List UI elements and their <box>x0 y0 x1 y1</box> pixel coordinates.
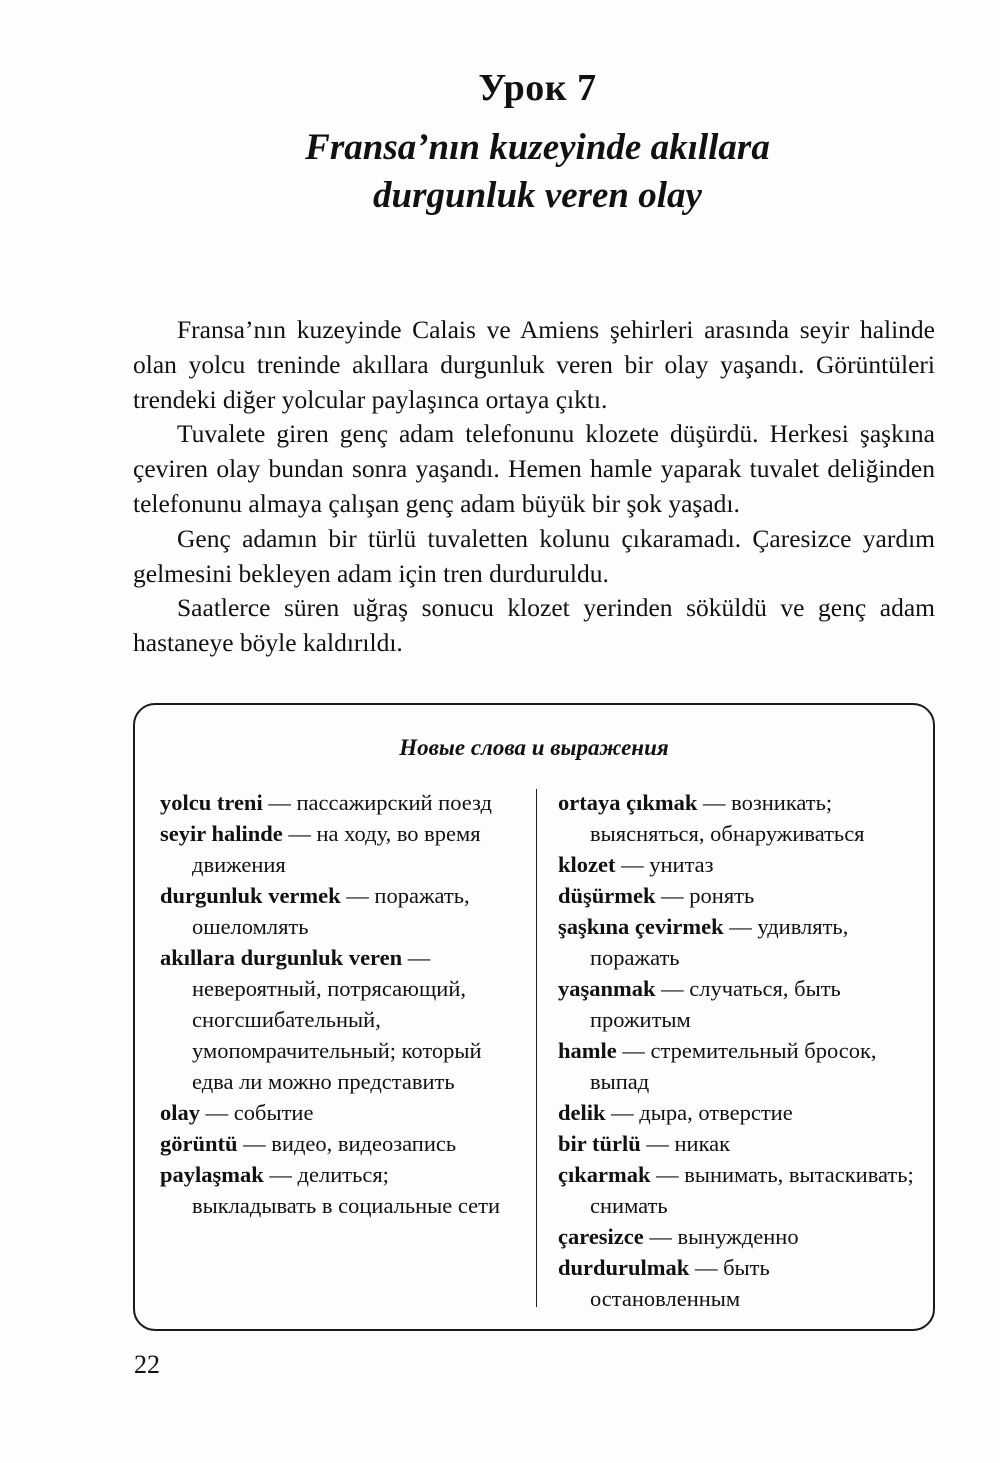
vocabulary-definition: пассажирский поезд <box>296 790 492 815</box>
vocabulary-term: düşürmek <box>558 883 656 908</box>
article-text <box>133 313 935 661</box>
entry-separator: — <box>262 790 297 815</box>
lesson-title-line-1: Fransa’nın kuzeyinde akıllara <box>305 127 770 168</box>
vocabulary-entry <box>558 849 918 880</box>
entry-separator: — <box>200 1100 234 1125</box>
vocabulary-definition: быть остановленным <box>590 1255 770 1311</box>
vocabulary-entry <box>558 1035 918 1097</box>
vocabulary-definition: дыра, отверстие <box>639 1100 793 1125</box>
vocabulary-entry <box>160 942 515 1097</box>
vocabulary-entry <box>558 880 918 911</box>
vocabulary-entry <box>558 911 918 973</box>
entry-separator: — <box>340 883 375 908</box>
entry-separator: — <box>640 1131 675 1156</box>
lesson-title-line-2: durgunluk veren olay <box>373 175 702 216</box>
vocabulary-entry <box>558 787 918 849</box>
vocabulary-term: hamle <box>558 1038 617 1063</box>
vocabulary-entry <box>160 880 515 942</box>
vocabulary-definition: событие <box>233 1100 314 1125</box>
vocabulary-entry <box>558 973 918 1035</box>
vocabulary-entry <box>558 1221 918 1252</box>
vocabulary-term: bir türlü <box>558 1131 641 1156</box>
vocabulary-entry <box>558 1128 918 1159</box>
vocabulary-term: delik <box>558 1100 606 1125</box>
entry-separator: — <box>282 821 317 846</box>
vocabulary-term: paylaşmak <box>160 1162 264 1187</box>
vocabulary-term: şaşkına çevirmek <box>558 914 724 939</box>
entry-separator: — <box>655 883 690 908</box>
entry-separator: — <box>723 914 758 939</box>
vocabulary-definition: поражать, ошеломлять <box>192 883 470 939</box>
vocabulary-entry <box>160 1128 515 1159</box>
vocabulary-column-right <box>558 787 918 1314</box>
vocabulary-entry <box>160 1159 515 1221</box>
vocabulary-definition: вынимать, вытаскивать; снимать <box>590 1162 914 1218</box>
vocabulary-definition: невероятный, потрясающий, сногсшибательный, умопомрачительный; который едва ли можно представить <box>192 976 482 1094</box>
article-paragraph: Tuvalete giren genç adam telefonunu klozete düşürdü. Herkesi şaşkına çeviren olay bundan sonra yaşandı. Hemen hamle yaparak tuvalet deliğinden telefonunu almaya çalışan genç adam büyük bir şok yaşadı. <box>133 419 935 518</box>
vocabulary-definition: делиться; выкладывать в социальные сети <box>192 1162 501 1218</box>
vocabulary-term: seyir halinde <box>160 821 283 846</box>
entry-separator: — <box>605 1100 640 1125</box>
lesson-number: Урок 7 <box>478 67 597 109</box>
vocabulary-definition: никак <box>674 1131 731 1156</box>
page-number: 22 <box>134 1350 160 1379</box>
vocabulary-entry <box>160 1097 515 1128</box>
vocabulary-definition: удивлять, поражать <box>590 914 849 970</box>
vocabulary-term: durgunluk vermek <box>160 883 341 908</box>
vocabulary-definition: на ходу, во время движения <box>192 821 481 877</box>
vocabulary-entry <box>558 1097 918 1128</box>
entry-separator: — <box>237 1131 272 1156</box>
vocabulary-definition: стремительный бросок, выпад <box>590 1038 877 1094</box>
vocabulary-definition: случаться, быть прожитым <box>590 976 841 1032</box>
vocabulary-definition: возникать; выясняться, обнаруживаться <box>590 790 865 846</box>
entry-separator: — <box>643 1224 678 1249</box>
entry-separator: — <box>263 1162 298 1187</box>
vocabulary-entry <box>160 787 515 818</box>
vocabulary-term: yaşanmak <box>558 976 656 1001</box>
entry-separator: — <box>650 1162 685 1187</box>
vocabulary-definition: унитаз <box>649 852 714 877</box>
article-paragraph: Fransa’nın kuzeyinde Calais ve Amiens şehirleri arasında seyir halinde olan yolcu treninde akıllara durgunluk veren bir olay yaşandı. Görüntüleri trendeki diğer yolcular paylaşınca ortaya çıktı. <box>133 315 935 414</box>
vocabulary-term: olay <box>160 1100 201 1125</box>
vocabulary-entry <box>558 1252 918 1314</box>
column-divider <box>536 789 537 1307</box>
vocabulary-term: ortaya çıkmak <box>558 790 698 815</box>
vocabulary-heading: Новые слова и выражения <box>399 735 669 760</box>
entry-separator: — <box>616 1038 651 1063</box>
article-paragraph: Genç adamın bir türlü tuvaletten kolunu çıkaramadı. Çaresizce yardım gelmesini bekleyen adam için tren durduruldu. <box>133 523 935 588</box>
entry-separator: — <box>697 790 732 815</box>
vocabulary-term: yolcu treni <box>160 790 263 815</box>
lesson-title <box>0 124 1000 220</box>
vocabulary-term: çıkarmak <box>558 1162 651 1187</box>
vocabulary-term: akıllara durgunluk veren <box>160 945 403 970</box>
vocabulary-term: durdurulmak <box>558 1255 690 1280</box>
vocabulary-entry <box>558 1159 918 1221</box>
vocabulary-term: klozet <box>558 852 616 877</box>
vocabulary-definition: вынужденно <box>677 1224 799 1249</box>
entry-separator: — <box>615 852 650 877</box>
entry-separator: — <box>655 976 690 1001</box>
vocabulary-term: görüntü <box>160 1131 238 1156</box>
vocabulary-box <box>133 703 935 1331</box>
entry-separator: — <box>402 945 431 970</box>
vocabulary-entry <box>160 818 515 880</box>
article-paragraph: Saatlerce süren uğraş sonucu klozet yerinden söküldü ve genç adam hastaneye böyle kaldırıldı. <box>133 593 935 658</box>
vocabulary-definition: ронять <box>689 883 755 908</box>
vocabulary-definition: видео, видеозапись <box>271 1131 457 1156</box>
entry-separator: — <box>689 1255 724 1280</box>
vocabulary-column-left <box>160 787 515 1221</box>
vocabulary-term: çaresizce <box>558 1224 644 1249</box>
